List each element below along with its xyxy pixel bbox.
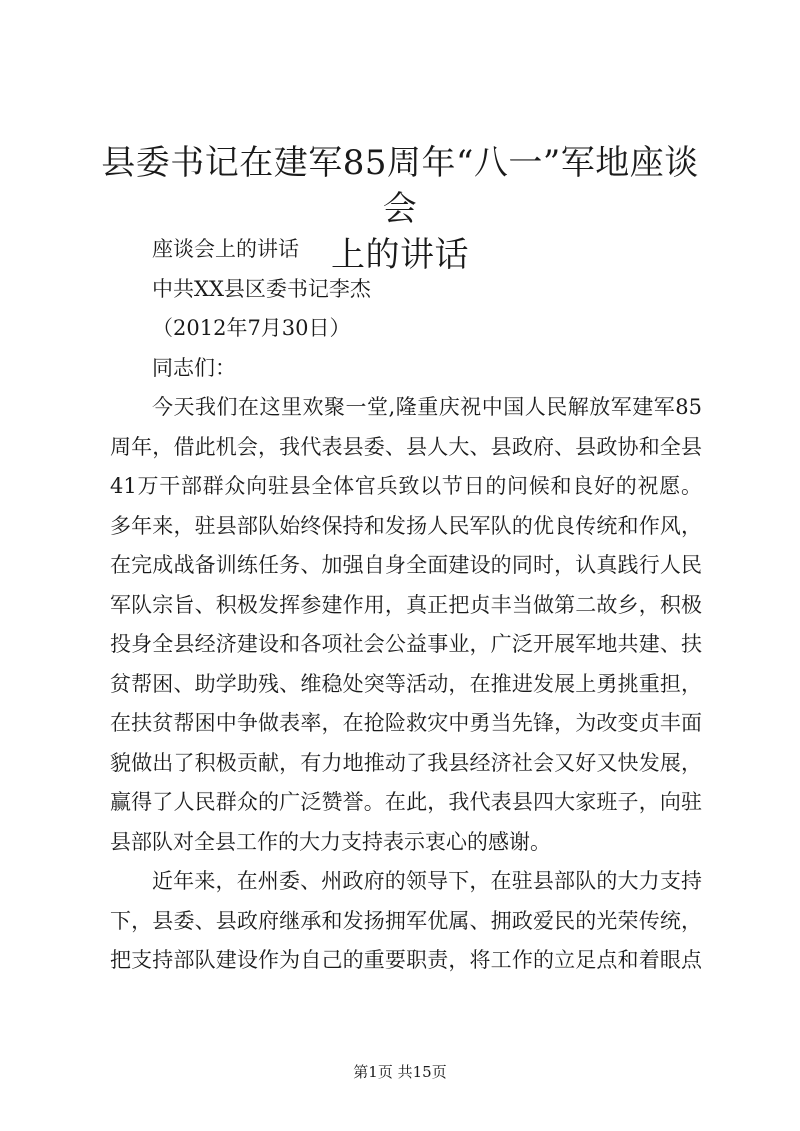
paragraph-line: 县部队对全县工作的大力支持表示衷心的感谢。 <box>110 829 551 854</box>
author-line: 中共XX县区委书记李杰 <box>152 276 371 301</box>
subtitle: 座谈会上的讲话 <box>152 237 299 261</box>
paragraph-line: 下，县委、县政府继承和发扬拥军优属、拥政爱民的光荣传统， <box>110 908 702 933</box>
paragraph-line: 多年来，驻县部队始终保持和发扬人民军队的优良传统和作风， <box>110 513 702 538</box>
paragraph-2 <box>110 862 702 981</box>
date-line: （2012年7月30日） <box>152 316 351 340</box>
paragraph-line: 在扶贫帮困中争做表率，在抢险救灾中勇当先锋，为改变贞丰面 <box>110 711 702 735</box>
title-line-2: 上的讲话 <box>331 235 469 275</box>
page-footer <box>0 1062 800 1082</box>
paragraph-line: 貌做出了积极贡献，有力地推动了我县经济社会又好又快发展， <box>110 750 702 775</box>
paragraph-line: 41万干部群众向驻县全体官兵致以节日的问候和良好的祝愿。 <box>110 474 702 498</box>
paragraph-line: 把支持部队建设作为自己的重要职责，将工作的立足点和着眼点 <box>110 948 702 972</box>
paragraph-line: 近年来，在州委、州政府的领导下，在驻县部队的大力支持 <box>152 869 702 893</box>
document-body <box>110 230 702 981</box>
paragraph-line: 周年，借此机会，我代表县委、县人大、县政府、县政协和全县 <box>110 434 702 459</box>
paragraph-1 <box>110 388 702 862</box>
paragraph-line: 投身全县经济建设和各项社会公益事业，广泛开展军地共建、扶 <box>110 632 702 656</box>
paragraph-line: 在完成战备训练任务、加强自身全面建设的同时，认真践行人民 <box>110 553 702 577</box>
page-indicator: 第1页 共15页 <box>353 1063 447 1081</box>
paragraph-line: 贫帮困、助学助残、维稳处突等活动，在推进发展上勇挑重担， <box>110 671 702 696</box>
paragraph-line: 赢得了人民群众的广泛赞誉。在此，我代表县四大家班子，向驻 <box>110 790 702 814</box>
title-line-1: 县委书记在建军85周年“八一”军地座谈会 <box>101 143 699 229</box>
paragraph-line: 军队宗旨、积极发挥参建作用，真正把贞丰当做第二故乡，积极 <box>110 592 702 617</box>
paragraph-line: 今天我们在这里欢聚一堂,隆重庆祝中国人民解放军建军85 <box>152 395 702 419</box>
salutation: 同志们： <box>152 355 236 380</box>
